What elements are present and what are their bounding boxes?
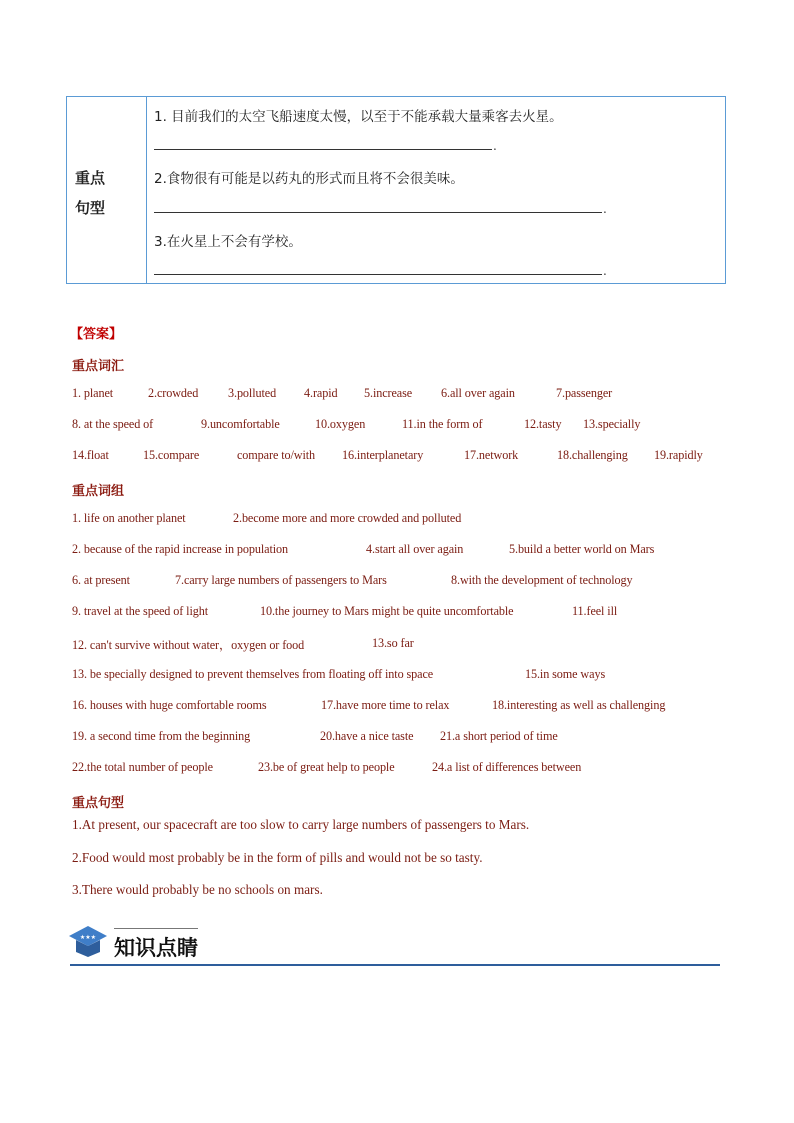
phrase-item: 2.become more and more crowded and polluted bbox=[233, 511, 462, 525]
phrase-item: 7.carry large numbers of passengers to Mars bbox=[175, 573, 387, 587]
vocab-item: 1. planet bbox=[72, 386, 114, 400]
phrase-item: 2. because of the rapid increase in population bbox=[72, 542, 289, 556]
question-3: 3.在火星上不会有学校。 bbox=[154, 234, 302, 250]
phrase-item: 18.interesting as well as challenging bbox=[492, 698, 666, 712]
banner-top-rule bbox=[114, 928, 198, 929]
vocab-item: 4.rapid bbox=[304, 386, 338, 400]
vocab-item: 10.oxygen bbox=[315, 417, 366, 431]
phrase-item: 6. at present bbox=[72, 573, 130, 587]
phrase-item: 13. be specially designed to prevent themselves from floating off into space bbox=[72, 667, 434, 681]
phrase-item: 15.in some ways bbox=[525, 667, 606, 681]
phrase-title: 重点词组 bbox=[72, 484, 125, 499]
question-2: 2.食物很有可能是以药丸的形式而且将不会很美味。 bbox=[154, 171, 464, 187]
graduation-cap-icon bbox=[68, 924, 108, 958]
vocab-item: 8. at the speed of bbox=[72, 417, 154, 431]
vocab-item: 11.in the form of bbox=[402, 417, 483, 431]
phrase-item: 24.a list of differences between bbox=[432, 760, 582, 774]
phrase-item: 5.build a better world on Mars bbox=[509, 542, 655, 556]
svg-text:★★★: ★★★ bbox=[79, 934, 97, 941]
banner-title: 知识点睛 bbox=[114, 936, 198, 960]
answer-sentence-1: 1.At present, our spacecraft are too slow to carry large numbers of passengers to Mars. bbox=[72, 817, 530, 832]
vocab-item: 15.compare bbox=[143, 448, 200, 462]
answer-line-2[interactable] bbox=[154, 212, 602, 213]
vocab-item: 13.specially bbox=[583, 417, 641, 431]
vocab-item: 3.polluted bbox=[228, 386, 277, 400]
vocab-item: 6.all over again bbox=[441, 386, 515, 400]
vocab-item: 5.increase bbox=[364, 386, 413, 400]
table-content-cell bbox=[147, 97, 725, 283]
phrase-item: 16. houses with huge comfortable rooms bbox=[72, 698, 267, 712]
phrase-item: 13.so far bbox=[372, 636, 414, 650]
answer-sentence-3: 3.There would probably be no schools on mars. bbox=[72, 882, 323, 897]
phrase-item: 12. can't survive without water，oxygen or food bbox=[72, 638, 305, 652]
answer-line-1-period: . bbox=[493, 139, 497, 153]
table-label-line2: 句型 bbox=[75, 199, 106, 217]
phrase-item: 17.have more time to relax bbox=[321, 698, 450, 712]
table-label-cell bbox=[67, 97, 147, 283]
table-label-line1: 重点 bbox=[75, 169, 106, 187]
section-banner bbox=[68, 924, 720, 968]
phrase-item: 19. a second time from the beginning bbox=[72, 729, 251, 743]
phrase-item: 8.with the development of technology bbox=[451, 573, 633, 587]
vocab-item: 9.uncomfortable bbox=[201, 417, 280, 431]
table-label bbox=[75, 163, 105, 223]
answer-line-3-period: . bbox=[603, 264, 607, 278]
vocab-item: 12.tasty bbox=[524, 417, 562, 431]
vocab-title: 重点词汇 bbox=[72, 359, 125, 374]
vocab-item: 7.passenger bbox=[556, 386, 613, 400]
key-sentences-table bbox=[66, 96, 726, 284]
vocab-item: 16.interplanetary bbox=[342, 448, 424, 462]
vocab-item: 19.rapidly bbox=[654, 448, 703, 462]
phrase-item: 1. life on another planet bbox=[72, 511, 186, 525]
answer-line-3[interactable] bbox=[154, 274, 602, 275]
vocab-item: 18.challenging bbox=[557, 448, 628, 462]
phrase-item: 11.feel ill bbox=[572, 604, 618, 618]
phrase-item: 10.the journey to Mars might be quite uncomfortable bbox=[260, 604, 514, 618]
phrase-item: 23.be of great help to people bbox=[258, 760, 395, 774]
phrase-item: 22.the total number of people bbox=[72, 760, 213, 774]
question-1: 1. 目前我们的太空飞船速度太慢，以至于不能承载大量乘客去火星。 bbox=[154, 109, 563, 125]
phrase-item: 20.have a nice taste bbox=[320, 729, 414, 743]
answer-sentence-2: 2.Food would most probably be in the form of pills and would not be so tasty. bbox=[72, 850, 483, 865]
sentence-title: 重点句型 bbox=[72, 796, 125, 811]
banner-bottom-rule bbox=[70, 964, 720, 966]
vocab-item: 17.network bbox=[464, 448, 519, 462]
vocab-item: 14.float bbox=[72, 448, 109, 462]
vocab-item: compare to/with bbox=[237, 448, 316, 462]
answer-line-2-period: . bbox=[603, 202, 607, 216]
vocab-item: 2.crowded bbox=[148, 386, 199, 400]
phrase-item: 4.start all over again bbox=[366, 542, 464, 556]
answer-line-1[interactable] bbox=[154, 149, 492, 150]
phrase-item: 9. travel at the speed of light bbox=[72, 604, 208, 618]
answer-title: 【答案】 bbox=[70, 327, 123, 342]
phrase-item: 21.a short period of time bbox=[440, 729, 558, 743]
